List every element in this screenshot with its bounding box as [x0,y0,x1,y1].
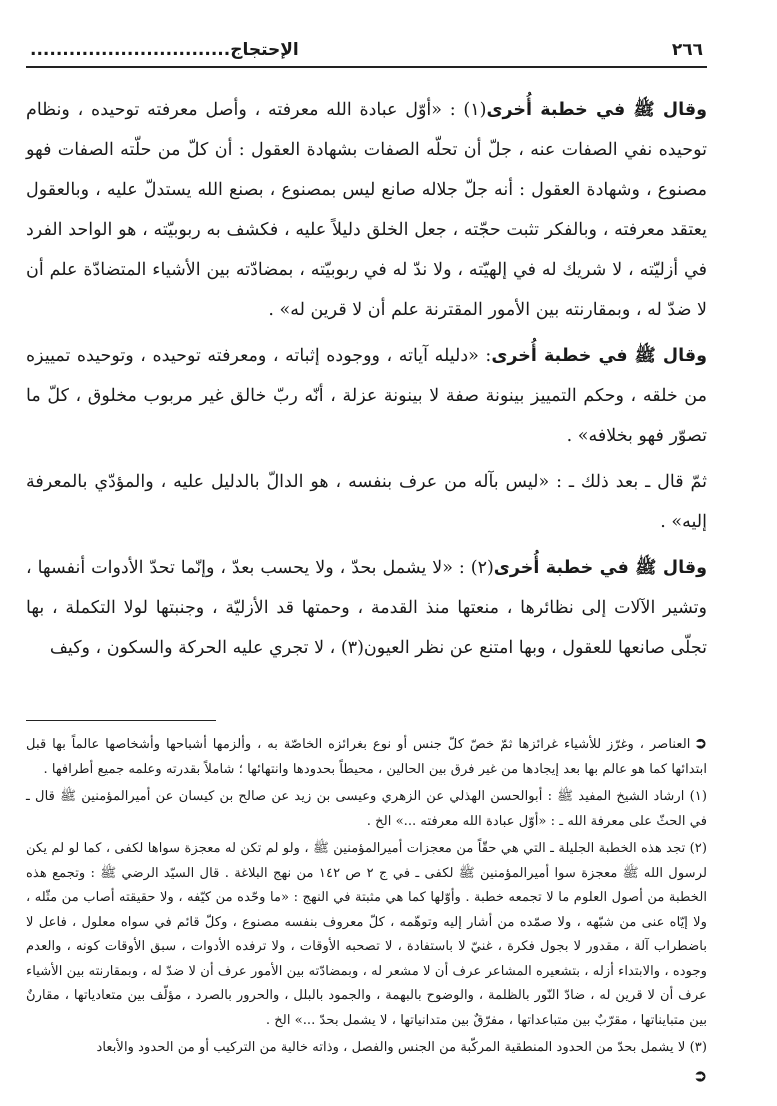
sermon-lead-4: وقال ﷺ في خطبة أُخرى [493,558,708,578]
footnote-continuation-text: العناصر ، وغرّز للأشياء غرائزها ثمّ خصّ كلّ جنس أو نوع بغرائزه الخاصّة به ، وألزمها أشباحها وأشخاصها عالماً بها قبل ابتدائها كما هو عالم بها بعد إيجادها من غير فرق بين الحالين ، محيطاً بحدودها وانتهائها ؛ شاملاً بقدرته وعلمه جميع أطرافها . [26,737,707,777]
footnote-separator-wrap [26,674,707,731]
paragraph-3: ثمّ قال ـ بعد ذلك ـ : «ليس بآله من عرف بنفسه ، هو الدالّ بالدليل عليه ، والمؤدّي بالمعرفة إليه» . [26,472,707,532]
footnote-separator [26,720,216,721]
footnote-3: (٣) لا يشمل بحدّ من الحدود المنطقية المركّبة من الجنس والفصل ، وذاته خالية من التركيب أو من الحدود والأبعاد [96,1040,707,1055]
footnotes [26,731,707,1088]
sermon-lead-2: وقال ﷺ في خطبة أُخرى [491,346,707,366]
continuation-arrow-icon: ➲ [694,734,707,752]
page-header [26,40,707,68]
paragraph-2-text: : «دليله آياته ، ووجوده إثباته ، ومعرفته توحيده ، وتوحيده تمييزه من خلقه ، وحكم التمييز بينونة صفة لا بينونة عزلة ، أنّه ربّ خالق غير مربوب مخلوق ، كلّ ما تصوّر فهو بخلافه» . [26,346,707,446]
paragraph-2 [26,336,707,456]
sermon-lead-1: وقال ﷺ في خطبة أُخرى [486,100,708,120]
paragraph-4-text: (٢) : «لا يشمل بحدّ ، ولا يحسب بعدّ ، وإنّما تحدّ الأدوات أنفسها ، وتشير الآلات إلى نظائرها ، منعتها منذ القدمة ، وحمتها قد الأزليّة ، وجنبتها لولا التكملة ، بها تجلّى صانعها للعقول ، وبها امتنع عن نظر العيون(٣) ، لا تجري عليه الحركة والسكون ، وكيف [26,558,707,658]
continues-arrow-icon: ➲ [693,1065,707,1085]
footnote-2: (٢) تجد هذه الخطبة الجليلة ـ التي هي حقّاً من معجزات أميرالمؤمنين ﷺ ، ولو لم تكن له معجزة سواها لكفى ، كما لو لم يكن لرسول الله ﷺ معجزة سوا أميرالمؤمنين ﷺ لكفى ـ في ج ٢ ص ١٤٢ من نهج البلاغة . قال السيّد الرضي ﷺ : وتجمع هذه الخطبة من أصول العلوم ما لا تجمعه خطبة . وأوّلها كما هي مثبتة في النهج : «ما وحّده من كيّفه ، ولا حقيقته أصاب من مثّله ، ولا إيّاه عنى من شبّهه ، ولا صمّده من أشار إليه وتوهّمه ، كلّ معروف بنفسه مصنوع ، وكلّ قائم في سواه معلول ، فاعل لا باضطراب آلة ، مقدور لا بجول فكرة ، غنيّ لا باستفادة ، لا تصحبه الأوقات ، ولا ترفده الأدوات ، سبق الأوقات كونه ، والعدم وجوده ، والابتداء أزله ، بتشعيره المشاعر عرف أن لا مشعر له ، وبمضادّته بين الأمور عرف أن لا ضدّ له ، وبمقارنته بين الأشياء عرف أن لا قرين له ، ضادّ النّور بالظلمة ، والوضوح بالبهمة ، والجمود بالبلل ، والحرور بالصرد ، مؤلّف بين متعادياتها ، مقارنٌ بين متبايناتها ، مقرّبٌ بين متباعداتها ، مفرّقٌ بين متدانياتها ، لا يشمل بحدّ ...» الخ . [26,841,708,1028]
footnote-1: (١) ارشاد الشيخ المفيد ﷺ : أبوالحسن الهذلي عن الزهري وعيسى بن زيد عن صالح بن كيسان عن أميرالمؤمنين ﷺ قال ـ في الحثّ على معرفة الله ـ : «أوّل عبادة الله معرفته ...» الخ . [26,789,707,829]
page-number: ٢٦٦ [671,40,703,60]
running-title: الإحتجاج............................... [30,40,299,60]
paragraph-4 [26,548,707,668]
footnote-continuation [26,731,707,782]
main-text [26,90,707,668]
paragraph-1-text: (١) : «أوّل عبادة الله معرفته ، وأصل معرفته توحيده ، ونظام توحيده نفي الصفات عنه ، جلّ أن تحلّه الصفات بشهادة العقول : أن كلّ من حلّته الصفات فهو مصنوع ، وشهادة العقول : أنه جلّ جلاله صانع ليس بمصنوع ، بصنع الله يستدلّ عليه ، وبالعقول يعتقد معرفته ، وبالفكر تثبت حجّته ، جعل الخلق دليلاً عليه ، فكشف به ربوبيّته ، هو الواحد الفرد في أزليّته ، لا شريك له في إلهيّته ، ولا ندّ له في ربوبيّته ، بمضادّته بين الأشياء المتضادّة علم أن لا ضدّ له ، وبمقارنته بين الأمور المقترنة علم أن لا قرين له» . [26,100,707,320]
paragraph-1 [26,90,707,330]
